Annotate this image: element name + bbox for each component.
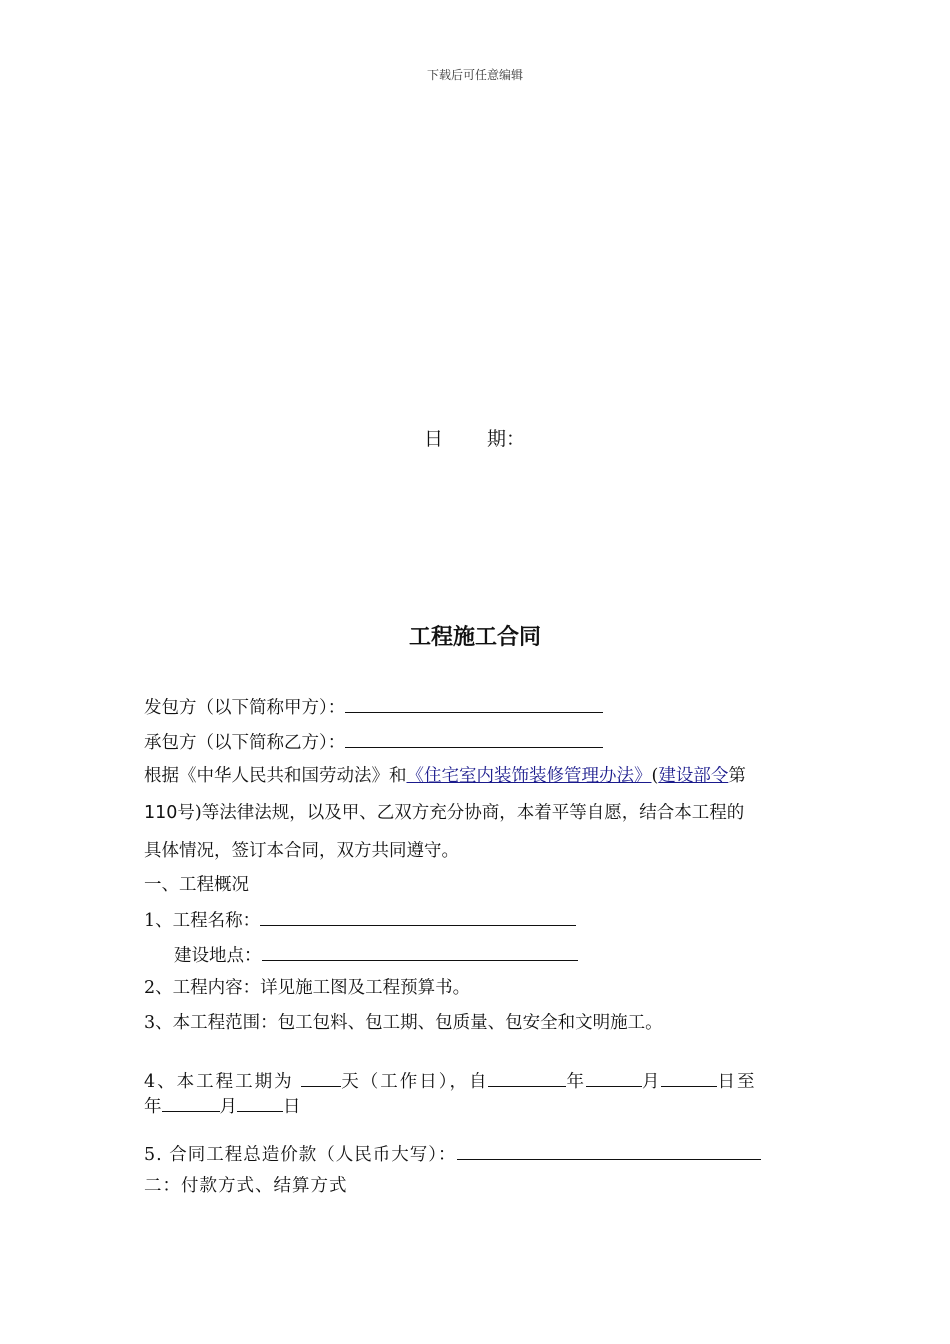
ministry-order-link[interactable]: 建设部令: [658, 766, 729, 786]
basis-line-2: [144, 801, 744, 825]
duration-line: [144, 1068, 756, 1094]
basis-suffix: 第: [728, 766, 746, 786]
contractor-label: 承包方（以下简称乙方）：: [144, 733, 346, 753]
start-day-to-label: 日至: [717, 1072, 757, 1092]
header-note: 下载后可任意编辑: [426, 68, 523, 82]
contractor-blank: [345, 729, 603, 748]
contractor-line: [144, 729, 603, 755]
start-month-blank: [586, 1068, 642, 1087]
section2-heading: 二：付款方式、结算方式: [144, 1176, 348, 1196]
start-day-blank: [661, 1068, 717, 1087]
end-day-label: 日: [283, 1097, 301, 1117]
duration-days-label: 天（工作日），自: [341, 1072, 489, 1092]
work-content-line: 2、工程内容：详见施工图及工程预算书。: [144, 978, 471, 998]
regulation-link[interactable]: 《住宅室内装饰装修管理办法》: [406, 766, 652, 786]
project-name-label: 1、工程名称：: [144, 911, 261, 931]
date-label-a: 日: [424, 428, 444, 450]
end-month-blank: [162, 1093, 220, 1112]
end-day-blank: [237, 1093, 283, 1112]
document-title: 工程施工合同: [408, 625, 541, 650]
employer-label: 发包方（以下简称甲方）：: [144, 698, 346, 718]
end-year-label: 年: [144, 1097, 162, 1117]
date-label: [424, 424, 525, 451]
project-name-blank: [260, 907, 576, 926]
total-price-line: [144, 1141, 761, 1167]
date-label-b: 期：: [487, 428, 526, 450]
basis-line-2-text: 号)等法律法规，以及甲、乙双方充分协商，本着平等自愿，结合本工程的: [177, 803, 745, 823]
days-blank: [301, 1068, 341, 1087]
employer-line: [144, 694, 603, 720]
location-label: 建设地点：: [174, 946, 262, 966]
duration-prefix: 4、本工程工期为: [144, 1072, 294, 1092]
location-line: [174, 942, 578, 968]
location-blank: [262, 942, 578, 961]
work-scope-line: 3、本工程范围：包工包料、包工期、包质量、包安全和文明施工。: [144, 1013, 663, 1033]
section1-heading: 一、工程概况: [144, 875, 249, 895]
start-month-label: 月: [641, 1072, 662, 1092]
basis-open-paren: (: [651, 766, 659, 786]
basis-line-3: 具体情况，签订本合同，双方共同遵守。: [144, 841, 459, 861]
total-price-blank: [457, 1141, 761, 1160]
duration-end-line: [144, 1093, 301, 1119]
basis-line-1: [144, 764, 746, 788]
end-month-label: 月: [219, 1097, 237, 1117]
project-name-line: [144, 907, 576, 933]
total-price-label: 5. 合同工程总造价款（人民币大写）：: [144, 1145, 457, 1165]
employer-blank: [345, 694, 603, 713]
start-year-blank: [488, 1068, 566, 1087]
start-year-label: 年: [566, 1072, 586, 1092]
order-number: 110: [144, 803, 178, 823]
basis-prefix: 根据《中华人民共和国劳动法》和: [144, 766, 407, 786]
